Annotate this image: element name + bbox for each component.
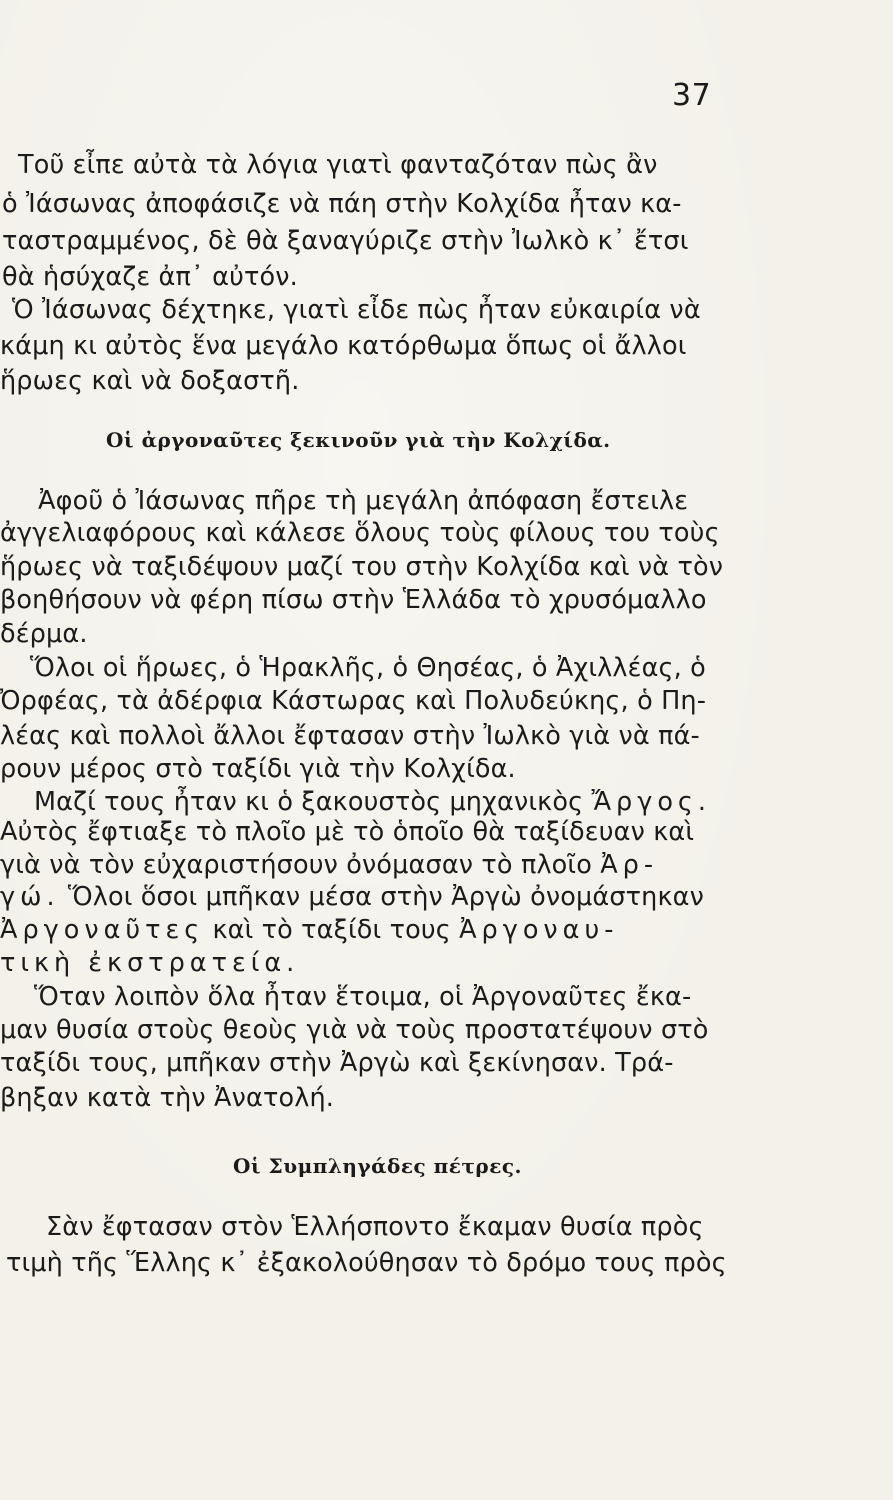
text-line: ἥρωες νὰ ταξιδέψουν μαζί του στὴν Κολχίδα καὶ νὰ τὸν bbox=[0, 552, 724, 582]
text-line bbox=[34, 785, 711, 819]
text-line: Τοῦ εἶπε αὐτὰ τὰ λόγια γιατὶ φανταζόταν πὼς ἂν bbox=[18, 150, 658, 180]
text-line: Ὅταν λοιπὸν ὅλα ἦταν ἕτοιμα, οἱ Ἀργοναῦτες ἔκα- bbox=[34, 982, 692, 1012]
text-line: θὰ ἡσύχαζε ἀπ᾽ αὐτόν. bbox=[2, 262, 298, 292]
text-line: κάμη κι αὐτὸς ἕνα μεγάλο κατόρθωμα ὅπως οἱ ἄλλοι bbox=[0, 331, 687, 361]
text-line: ρουν μέρος στὸ ταξίδι γιὰ τὴν Κολχίδα. bbox=[0, 754, 516, 784]
text-line: Ἀφοῦ ὁ Ἰάσωνας πῆρε τὴ μεγάλη ἀπόφαση ἔστειλε bbox=[38, 486, 689, 516]
text-segment: καὶ τὸ ταξίδι τους bbox=[204, 915, 460, 945]
text-line: βηξαν κατὰ τὴν Ἀνατολή. bbox=[0, 1083, 335, 1113]
text-segment: Μαζί τους ἦταν κι ὁ ξακουστὸς μηχανικὸς bbox=[34, 787, 592, 817]
text-line bbox=[0, 913, 618, 947]
section-heading: Οἱ ἀργοναῦτες ξεκινοῦν γιὰ τὴν Κολχίδα. bbox=[106, 428, 611, 452]
text-line: Σὰν ἔφτασαν στὸν Ἑλλήσποντο ἔκαμαν θυσία πρὸς bbox=[46, 1212, 704, 1242]
text-segment: γιὰ νὰ τὸν εὐχαριστήσουν ὀνόμασαν τὸ πλοῖο bbox=[0, 850, 601, 880]
text-line bbox=[0, 880, 704, 914]
text-line bbox=[0, 946, 299, 980]
text-line: βοηθήσουν νὰ φέρη πίσω στὴν Ἑλλάδα τὸ χρυσόμαλλο bbox=[0, 585, 707, 615]
text-line: ταστραμμένος, δὲ θὰ ξαναγύριζε στὴν Ἰωλκὸ κ᾽ ἔτσι bbox=[2, 226, 689, 256]
text-line: ἀγγελιαφόρους καὶ κάλεσε ὅλους τοὺς φίλους του τοὺς bbox=[0, 518, 720, 548]
section-heading: Οἱ Συμπληγάδες πέτρες. bbox=[233, 1154, 523, 1178]
text-line: λέας καὶ πολλοὶ ἄλλοι ἔφτασαν στὴν Ἰωλκὸ γιὰ νὰ πά- bbox=[0, 721, 700, 751]
emphasized-name: Ἀργοναῦτες bbox=[0, 915, 205, 945]
text-line: Ὅλοι οἱ ἥρωες, ὁ Ἡρακλῆς, ὁ Θησέας, ὁ Ἀχιλλέας, ὁ bbox=[30, 653, 706, 683]
emphasized-name: Ἀργοναυ- bbox=[459, 915, 619, 945]
page-number: 37 bbox=[672, 78, 712, 113]
text-line bbox=[0, 848, 658, 882]
emphasized-name: Ἀρ- bbox=[600, 850, 659, 880]
text-line: δέρμα. bbox=[0, 619, 88, 649]
text-line: ὁ Ἰάσωνας ἀποφάσιζε νὰ πάη στὴν Κολχίδα ἦταν κα- bbox=[2, 189, 682, 219]
emphasized-name: γώ. bbox=[0, 882, 60, 912]
text-line: τιμὴ τῆς Ἕλλης κ᾽ ἐξακολούθησαν τὸ δρόμο τους πρὸς bbox=[6, 1248, 727, 1278]
emphasized-name: τικὴ ἐκστρατεία. bbox=[0, 948, 300, 978]
emphasized-name: Ἄργος. bbox=[591, 787, 711, 817]
text-line: ταξίδι τους, μπῆκαν στὴν Ἀργὼ καὶ ξεκίνησαν. Τρά- bbox=[0, 1048, 674, 1078]
text-line: μαν θυσία στοὺς θεοὺς γιὰ νὰ τοὺς προστατέψουν στὸ bbox=[0, 1015, 709, 1045]
text-segment: Ὅλοι ὅσοι μπῆκαν μέσα στὴν Ἀργὼ ὀνομάστηκαν bbox=[59, 882, 704, 912]
text-line: ἥρωες καὶ νὰ δοξαστῆ. bbox=[0, 366, 300, 396]
text-line: Ὀρφέας, τὰ ἀδέρφια Κάστωρας καὶ Πολυδεύκης, ὁ Πη- bbox=[0, 686, 707, 716]
text-line: Ὁ Ἰάσωνας δέχτηκε, γιατὶ εἶδε πὼς ἦταν εὐκαιρία νὰ bbox=[12, 295, 701, 325]
text-line: Αὐτὸς ἔφτιαξε τὸ πλοῖο μὲ τὸ ὁποῖο θὰ ταξίδευαν καὶ bbox=[0, 817, 695, 847]
